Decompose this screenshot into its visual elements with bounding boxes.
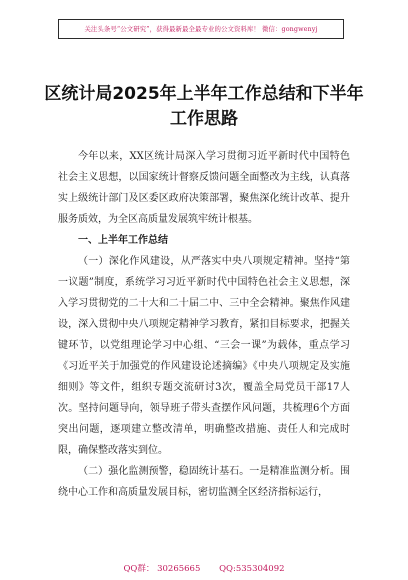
section-heading: 一、上半年工作总结 bbox=[78, 235, 168, 246]
footer-qq: QQ:535304092 bbox=[219, 564, 285, 574]
paragraph-item-1: （一）深化作风建设，从严落实中央八项规定精神。坚持“第一议题”制度，系统学习习近平新时代中国特色社会主义思想，深入学习贯彻党的二十大和二十届二中、三中全会精神。聚焦作风建设，深入贯彻中央八项规定精神学习教育，紧扣目标要求，把握关键环节，以党组理论学习中心组、“三会一课”为载体，重点学习《习近平关于加强党的作风建设论述摘编》《中央八项规定及实施细则》等文件，组织专题交流研讨3次，覆盖全局党员干部17人次。坚持问题导向，领导班子带头查摆作风问题，共梳理6个方面突出问题，逐项建立整改清单，明确整改措施、责任人和完成时限，确保整改落实到位。 bbox=[58, 256, 350, 456]
paragraph-item-2: （二）强化监测预警，稳固统计基石。一是精准监测分析。围绕中心工作和高质量发展目标，密切监测全区经济指标运行， bbox=[58, 466, 350, 498]
document-title: 区统计局2025年上半年工作总结和下半年工作思路 bbox=[44, 84, 364, 129]
document-body bbox=[58, 146, 350, 503]
footer-contact bbox=[0, 562, 408, 574]
header-banner: 关注头条号“公文研究”，获得最新最全最专业的公文资料库！ 微信：gongwenyj bbox=[58, 19, 344, 39]
intro-paragraph: 今年以来，XX区统计局深入学习贯彻习近平新时代中国特色社会主义思想，以国家统计督察反馈问题全面整改为主线，认真落实上级统计部门及区委区政府决策部署，聚焦深化统计改革、提升服务质效，为全区高质量发展筑牢统计根基。 bbox=[58, 151, 350, 225]
footer-qq-group: QQ群： 30265665 bbox=[123, 564, 201, 574]
